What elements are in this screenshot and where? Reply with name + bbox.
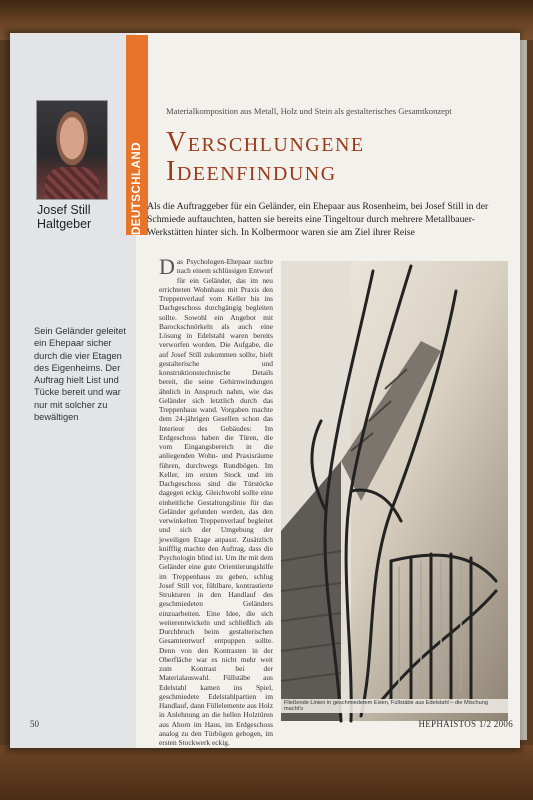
country-label-text: DEUTSCHLAND [131, 141, 143, 235]
article-kicker: Materialkomposition aus Metall, Holz und Stein als gestalterisches Gesamtkonzept [166, 106, 452, 116]
pullquote: Sein Geländer geleitet ein Ehepaar sicher durch die vier Etagen des Eigenheims. Der Auftrag hielt List und Tücke bereit und war nur mit solcher zu bewältigen [34, 326, 126, 423]
portrait-shirt [45, 167, 99, 199]
author-name [37, 203, 132, 231]
headline-line2: Ideenfindung [166, 156, 337, 187]
wooden-table-bottom [0, 745, 533, 800]
article-headline [166, 128, 496, 186]
photo-caption: Fließende Linien in geschmiedetem Eisen, Füllstäbe aus Edelstahl – die Mischung macht's [281, 699, 508, 713]
article-lead: Als die Auftraggeber für ein Geländer, ein Ehepaar aus Rosenheim, bei Josef Still in der Schmiede auftauchten, hatten sie bereits eine Tingeltour durch mehrere Metallbauer-Werkstätten hinter sich. In Kolbermoor waren sie am Ziel ihrer Reise [147, 201, 489, 238]
magazine-page [10, 33, 520, 748]
author-name-line1: Josef Still [37, 203, 91, 217]
magazine-issue: HEPHAISTOS 1/2 2006 [418, 719, 513, 729]
staircase-photo [281, 261, 508, 721]
sidebar [10, 33, 136, 748]
headline-line1: Verschlungene [166, 127, 365, 158]
dropcap: D [159, 254, 175, 279]
staircase-illustration [281, 261, 508, 721]
author-name-line2: Haltgeber [37, 217, 92, 231]
country-label [126, 35, 148, 235]
author-portrait [37, 101, 107, 199]
page-number: 50 [30, 719, 39, 729]
article-body-text: as Psychologen-Ehepaar suchte nach einem schlüssigen Entwurf für ein Geländer, das im neu errichteten Wohnhaus mit Praxis den Treppenverlauf vom Keller bis ins Dachgeschoss durchgängig begleiten sollte. Sowohl ein Angebot mit Barockschnörkeln als auch eine Lösung in Edelstahl waren bereits verworfen worden. Die Aufgabe, die auf Josef Still zukommen sollte, hielt gestalterische und konstruktionstechnische Details bereit, die seine Gehirnwindungen ähnlich in Anspruch nahm, wie das Geländer sich letztlich durch das Treppenhaus wand. Vorgaben machte dem 24-jährigen Gesellen schon das Interieur des Gebäudes: Im Erdgeschoss haben die Türen, die vom Eingangsbereich in die anliegenden Wohn- und Praxisräume führen, durchwegs Rundbögen. Im Keller, im ersten Stock und im Dachgeschoss sind die Türstöcke dagegen eckig. Gleichwohl sollte eine einheitliche Gestaltungslinie für das Geländer gefunden werden, das den verwinkelten Treppenverlauf begleitet und sich der Umgebung der jeweiligen Etage anpasst. Zusätzlich knifflig machte den Auftrag, dass die Psychologin blind ist. Um ihr mit dem Geländer eine gute Orientierungshilfe im Treppenhaus zu geben, schlug Josef Still vor, fühlbare, kontrastierte Strukturen in den Handlauf des geschmiedeten Geländers einzuarbeiten. Eine Idee, die sich weiterentwickeln und schließlich als Durchbruch beim gestalterischen Gesamtentwurf entpuppen sollte. Denn von den Kontrasten in der Oberfläche war es nicht mehr weit zum Kontrast bei der Materialauswahl. Füllstäbe aus Edelstahl kamen ins Spiel, geschmiedete Edelstahlpartien im Handlauf, dann Füllelemente aus Holz in Anlehnung an die hellen Holztüren aus Ahorn im Haus, im Erdgeschoss analog zu den Türbögen gebogen, im ersten Stockwerk eckig. [159, 257, 273, 747]
article-body [159, 254, 273, 747]
